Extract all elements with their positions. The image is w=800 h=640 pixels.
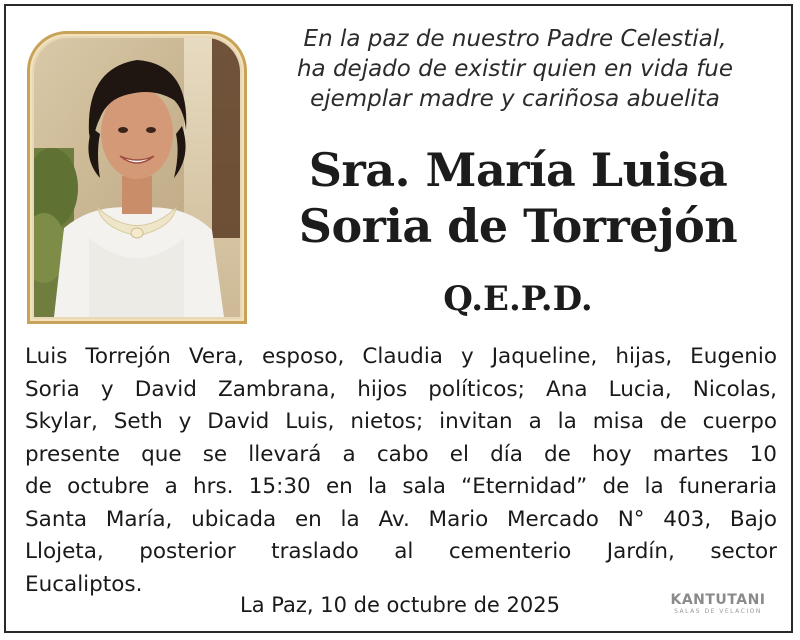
brand-tagline: SALAS DE VELACION (674, 608, 762, 615)
body-line: Soria y David Zambrana, hijos políticos; Ana Lucia, Nicolas, (25, 376, 777, 402)
intro-line-3: ejemplar madre y cariñosa abuelita (310, 86, 720, 112)
intro-text (255, 24, 775, 114)
brand-logo (658, 592, 778, 616)
intro-line-1: En la paz de nuestro Padre Celestial, (303, 26, 727, 52)
body-line: Skylar, Seth y David Luis, nietos; invitan a la misa de cuerpo (25, 409, 777, 434)
body-line: presente que se llevará a cabo el día de hoy martes 10 (25, 441, 777, 467)
place-date: La Paz, 10 de octubre de 2025 (240, 593, 560, 617)
body-line: Luis Torrejón Vera, esposo, Claudia y Jaqueline, hijas, Eugenio (25, 344, 777, 369)
portrait-photo (27, 31, 247, 324)
body-line: Eucaliptos. (25, 571, 143, 597)
portrait-image (34, 38, 240, 317)
body-line: Llojeta, posterior traslado al cementerio Jardín, sector (25, 539, 777, 564)
name-line-2: Soria de Torrejón (298, 199, 738, 253)
body-line: Santa María, ubicada en la Av. Mario Mercado N° 403, Bajo (25, 506, 777, 532)
brand-name: KANTUTANI (670, 592, 766, 608)
deceased-name (255, 142, 781, 254)
notice-body (25, 341, 777, 601)
qepd-label: Q.E.P.D. (443, 279, 593, 319)
intro-line-2: ha dejado de existir quien en vida fue (296, 56, 734, 82)
name-line-1: Sra. María Luisa (308, 143, 728, 197)
body-line: de octubre a hrs. 15:30 en la sala “Eternidad” de la funeraria (25, 474, 777, 499)
